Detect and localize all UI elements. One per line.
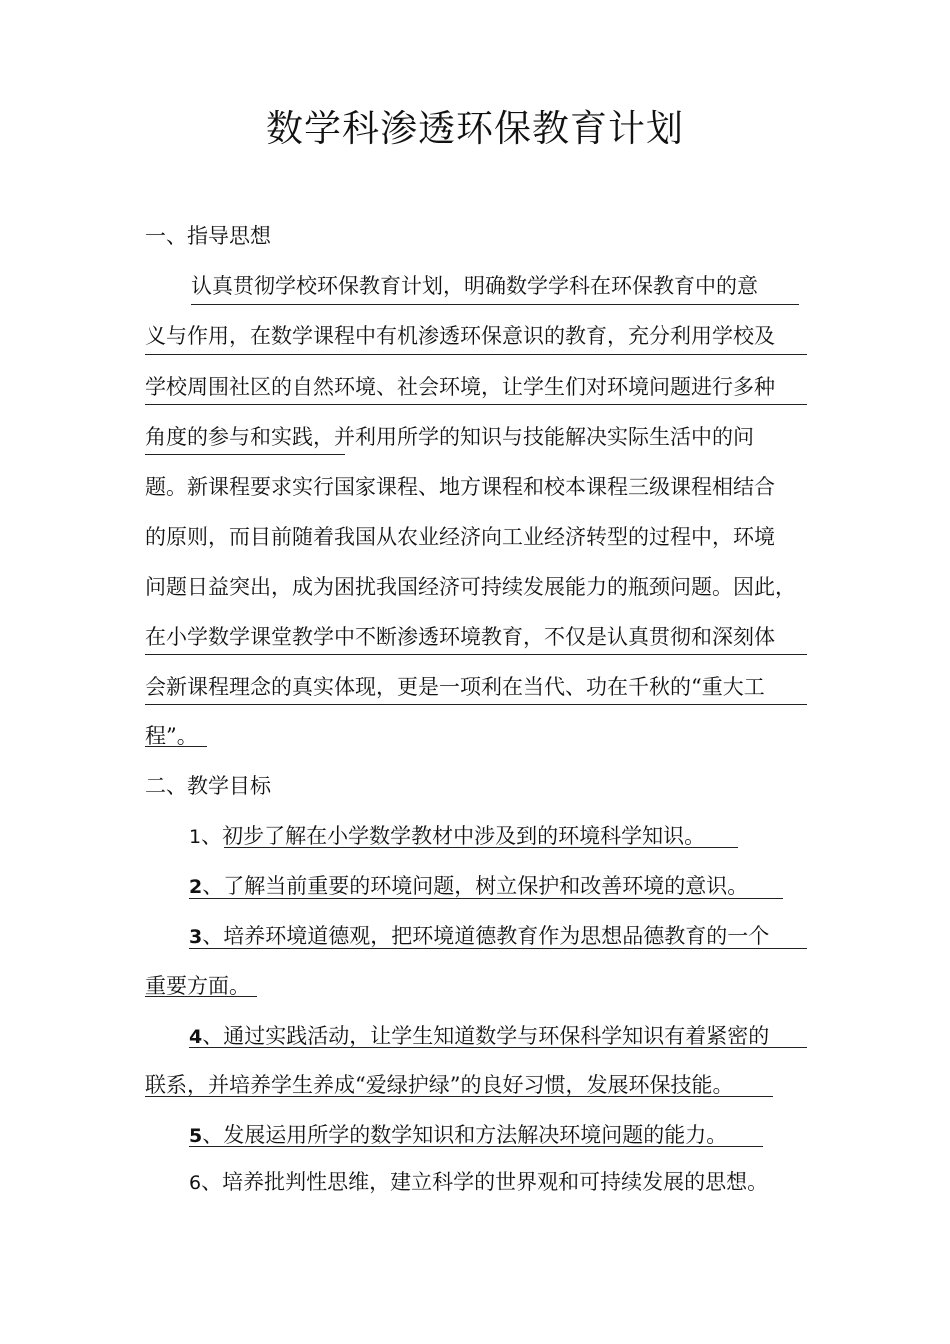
paragraph-line: 会新课程理念的真实体现，更是一项利在当代、功在千秋的“重大工 [145,675,765,699]
goal-item-2 [189,872,748,901]
goal-item-3 [189,922,769,951]
underline [145,746,207,747]
goal-text: 、通过实践活动，让学生知道数学与环保科学知识有着紧密的 [202,1024,770,1048]
goal-item-6 [189,1168,768,1197]
goal-number: 4 [189,1026,203,1048]
section-heading-teaching-goals: 二、教学目标 [145,774,271,798]
goal-number: 1 [189,826,202,848]
goal-text: 、初步了解在小学数学教材中涉及到的环境科学知识。 [201,824,706,848]
underline [189,898,783,899]
paragraph-line: 程”。 [145,724,198,748]
underline [145,354,807,355]
section-heading-guiding-thought: 一、指导思想 [145,224,271,248]
paragraph-line: 题。新课程要求实行国家课程、地方课程和校本课程三级课程相结合 [145,475,775,499]
underline [145,654,807,655]
underline [145,404,807,405]
goal-number: 3 [189,926,203,948]
underline [191,304,799,305]
paragraph-line: 学校周围社区的自然环境、社会环境，让学生们对环境问题进行多种 [145,375,775,399]
paragraph-line: 问题日益突出，成为困扰我国经济可持续发展能力的瓶颈问题。因此， [145,575,796,599]
paragraph-line: 角度的参与和实践，并利用所学的知识与技能解决实际生活中的问 [145,425,754,449]
goal-number: 6 [189,1172,202,1194]
paragraph-line: 义与作用，在数学课程中有机渗透环保意识的教育，充分利用学校及 [145,324,775,348]
paragraph-line: 的原则，而目前随着我国从农业经济向工业经济转型的过程中，环境 [145,525,775,549]
underline [145,996,257,997]
goal-number: 2 [189,876,203,898]
paragraph-line: 认真贯彻学校环保教育计划，明确数学学科在环保教育中的意 [191,274,758,298]
goal-item-3-continued: 重要方面。 [145,974,250,998]
goal-number: 5 [189,1125,203,1147]
goal-text: 、了解当前重要的环境问题，树立保护和改善环境的意识。 [202,874,749,898]
underline [189,1146,763,1147]
goal-text: 、发展运用所学的数学知识和方法解决环境问题的能力。 [202,1123,728,1147]
document-title: 数学科渗透环保教育计划 [266,107,684,150]
underline [145,1096,773,1097]
underline [189,948,807,949]
underline [224,847,738,848]
paragraph-line: 在小学数学课堂教学中不断渗透环境教育，不仅是认真贯彻和深刻体 [145,625,775,649]
goal-text: 、培养环境道德观，把环境道德教育作为思想品德教育的一个 [202,924,770,948]
goal-text: 、培养批判性思维，建立科学的世界观和可持续发展的思想。 [201,1170,769,1194]
underline [189,1047,807,1048]
goal-item-4-continued: 联系，并培养学生养成“爱绿护绿”的良好习惯，发展环保技能。 [145,1073,734,1097]
underline [145,454,345,455]
underline [145,704,807,705]
